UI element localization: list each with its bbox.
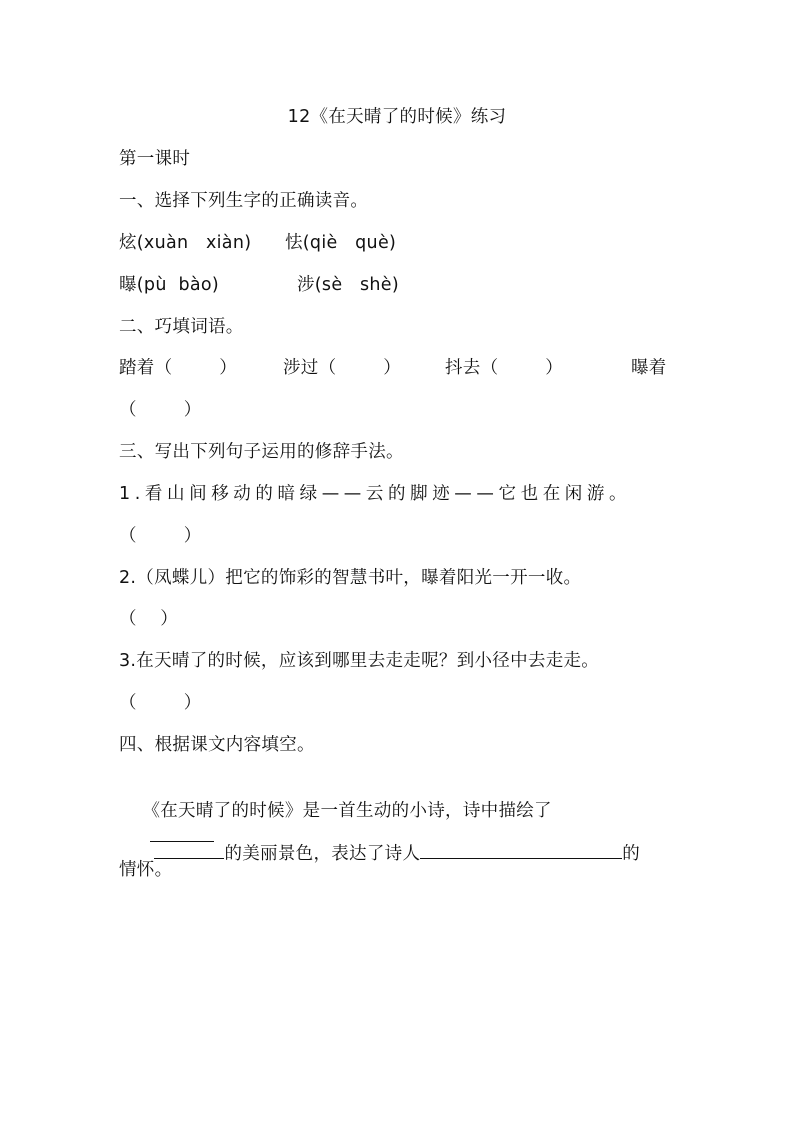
fill-sentence-text: 的美丽景色，表达了诗人 [224,844,421,864]
page-title: 12《在天晴了的时候》练习 [287,107,507,127]
fill-word-wrap: （ ） [119,400,202,420]
section4-heading: 四、根据课文内容填空。 [119,735,315,755]
lesson-label: 第一课时 [119,149,191,169]
section1-heading: 一、选择下列生字的正确读音。 [119,191,369,211]
answer-3: （ ） [119,693,202,713]
fill-sentence-text: 的 [622,844,641,864]
pinyin-item: 怯(qiè què) [285,233,397,253]
answer-2: （ ） [119,609,179,629]
pinyin-item: 涉(sè shè) [297,275,400,295]
pinyin-row-2 [119,273,719,297]
answer-blank[interactable] [420,840,622,859]
fill-words-row [119,356,679,380]
question-2: 2.（凤蝶儿）把它的饰彩的智慧书叶，曝着阳光一开一收。 [119,568,582,588]
answer-blank[interactable] [154,840,224,859]
question-1: 1.看山间移动的暗绿——云的脚迹——它也在闲游。 [119,484,632,504]
fill-word-item: 踏着（ ） [119,358,238,378]
answer-1: （ ） [119,526,202,546]
fill-word-item: 曝着 [631,358,667,378]
section2-heading: 二、巧填词语。 [119,317,244,337]
pinyin-item: 炫(xuàn xiàn) [119,233,252,253]
fill-sentence-text: 《在天晴了的时候》是一首生动的小诗，诗中描绘了 [142,801,552,821]
question-3: 3.在天晴了的时候，应该到哪里去走走呢？到小径中去走走。 [119,651,600,671]
fill-word-item: 涉过（ ） [283,358,402,378]
fill-sentence-line-2 [119,816,640,890]
section3-heading: 三、写出下列句子运用的修辞手法。 [119,442,404,462]
pinyin-item: 曝(pù bào) [119,275,220,295]
pinyin-row-1 [119,231,719,255]
fill-sentence-line-3: 情怀。 [119,860,173,880]
fill-word-item: 抖去（ ） [445,358,564,378]
